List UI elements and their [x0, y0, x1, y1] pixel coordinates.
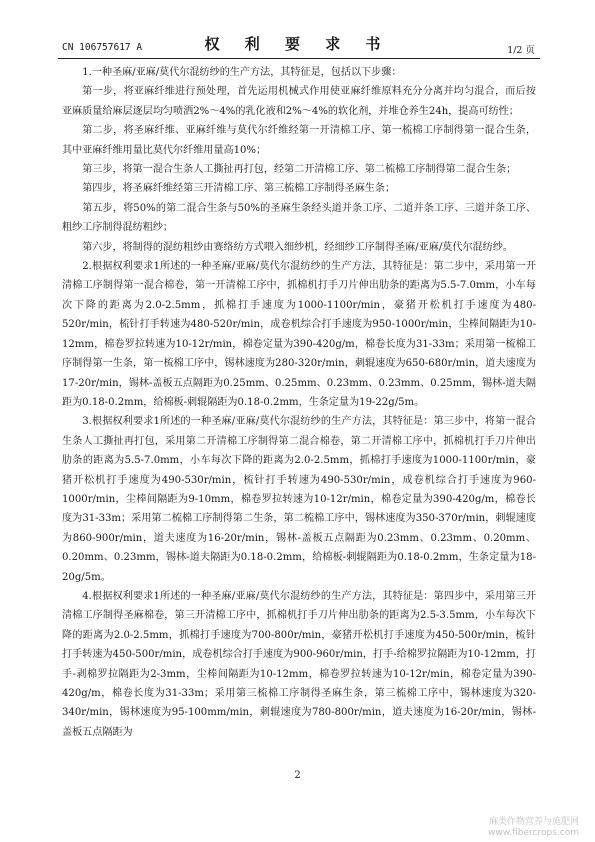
claim-1-step-4: 第四步，将圣麻纤维经第三开清棉工序、第三梳棉工序制得圣麻生条； — [82, 183, 396, 195]
claim-1-intro: 1.一种圣麻/亚麻/莫代尔混纺纱的生产方法，其特征是，包括以下步骤： — [82, 67, 402, 78]
patent-number: CN 106757617 A — [62, 42, 143, 53]
watermark-site-name: 麻类作物营养与施肥网 — [488, 817, 579, 827]
claim-1-step-3: 第三步，将第一混合生条人工撕扯再打包，经第二开清棉工序、第二梳棉工序制得第二混合生条； — [82, 164, 517, 176]
claim-1-step-1: 第一步，将亚麻纤维进行预处理，首先运用机械式作用使亚麻纤维原料充分分离并均匀混合，而后按亚麻质量给麻层逐层均匀喷洒2%～4%的乳化液和2%～4%的软化剂，并堆仓养生24h，提高可纺性； — [62, 86, 536, 117]
document-title: 权 利 要 求 书 — [204, 35, 391, 53]
watermark — [488, 817, 579, 839]
header-divider — [58, 58, 540, 59]
claim-3: 3.根据权利要求1所述的一种圣麻/亚麻/莫代尔混纺纱的生产方法，其特征是：第三步中，将第一混合生条人工撕扯再打包，采用第二开清棉工序制得第二混合棉卷，第二开清棉工序中，抓棉机打手刀片伸出肋条的距离为5.5-7.0mm，小车每次下降的距离为2.0-2.5mm，抓棉打手速度为1000-1100r/min，豪猪开松机打手速度为490-530r/min，梳针打手转速为490-530r/min，成卷机综合打手速度为960-1000r/min，尘棒间隔距为9-10mm，棉卷罗拉转速为10-12r/min，棉卷定量为390-420g/m，棉卷长度为31-33m；采用第二梳棉工序制得第二生条，第二梳棉工序中，锡林速度为350-370r/min，刺辊速度为860-900r/min，道夫速度为16-20r/min，锡林-盖板五点隔距为0.23mm、0.23mm、0.20mm、0.20mm、0.23mm，锡林-道夫隔距为0.18-0.2mm，给棉板-刺辊隔距为0.18-0.2mm，生条定量为18-20g/5m。 — [62, 416, 536, 583]
claim-1-step-2: 第二步，将圣麻纤维、亚麻纤维与莫代尔纤维经第一开清棉工序、第一梳棉工序制得第一混合生条，其中亚麻纤维用量比莫代尔纤维用量高10%； — [62, 125, 536, 156]
claim-2: 2.根据权利要求1所述的一种圣麻/亚麻/莫代尔混纺纱的生产方法，其特征是：第二步中，采用第一开清棉工序制得第一混合棉卷，第一开清棉工序中，抓棉机打手刀片伸出肋条的距离为5.5-7.0mm，小车每次下降的距离为2.0-2.5mm，抓棉打手速度为1000-1100r/min，豪猪开松机打手速度为480-520r/min，梳针打手转速为480-520r/min，成卷机综合打手速度为950-1000r/min，尘棒间隔距为10-12mm，棉卷罗拉转速为10-12r/min，棉卷定量为390-420g/m，棉卷长度为31-33m；采用第一梳棉工序制得第一生条，第一梳棉工序中，锡林速度为280-320r/min，刺辊速度为650-680r/min，道夫速度为17-20r/min，锡林-盖板五点隔距为0.25mm、0.25mm、0.23mm、0.23mm、0.25mm，锡林-道夫隔距为0.18-0.2mm，给棉板-刺辊隔距为0.18-0.2mm，生条定量为19-22g/5m。 — [62, 261, 536, 408]
claims-body — [62, 63, 536, 742]
page-info: 1/2 页 — [507, 45, 535, 56]
claim-1-step-6: 第六步，将制得的混纺粗纱由赛络纺方式喂入细纱机，经细纱工序制得圣麻/亚麻/莫代尔混纺纱。 — [82, 241, 513, 253]
page-number: 2 — [294, 770, 301, 781]
watermark-url: www.fibercrops.com — [488, 828, 579, 838]
claim-4: 4.根据权利要求1所述的一种圣麻/亚麻/莫代尔混纺纱的生产方法，其特征是：第四步中，采用第三开清棉工序制得圣麻棉卷，第三开清棉工序中，抓棉机打手刀片伸出肋条的距离为2.5-3.5mm，小车每次下降的距离为2.0-2.5mm，抓棉打手速度为700-800r/min，豪猪开松机打手速度为450-500r/min，梳针打手转速为450-500r/min，成卷机综合打手速度为900-960r/min，打手-给棉罗拉隔距为10-12mm，打手-剥棉罗拉隔距为2-3mm，尘棒间隔距为10-12mm，棉卷罗拉转速为10-12r/min，棉卷定量为390-420g/m，棉卷长度为31-33m；采用第三梳棉工序制得圣麻生条，第三梳棉工序中，锡林速度为320-340r/min，锡林速度为95-100mm/min，刺辊速度为780-800r/min，道夫速度为16-20r/min，锡林-盖板五点隔距为 — [62, 590, 536, 738]
page-header — [0, 0, 595, 62]
claim-1-step-5: 第五步，将50%的第二混合生条与50%的圣麻生条经头道并条工序、二道并条工序、三道并条工序、粗纱工序制得混纺粗纱； — [62, 202, 536, 234]
